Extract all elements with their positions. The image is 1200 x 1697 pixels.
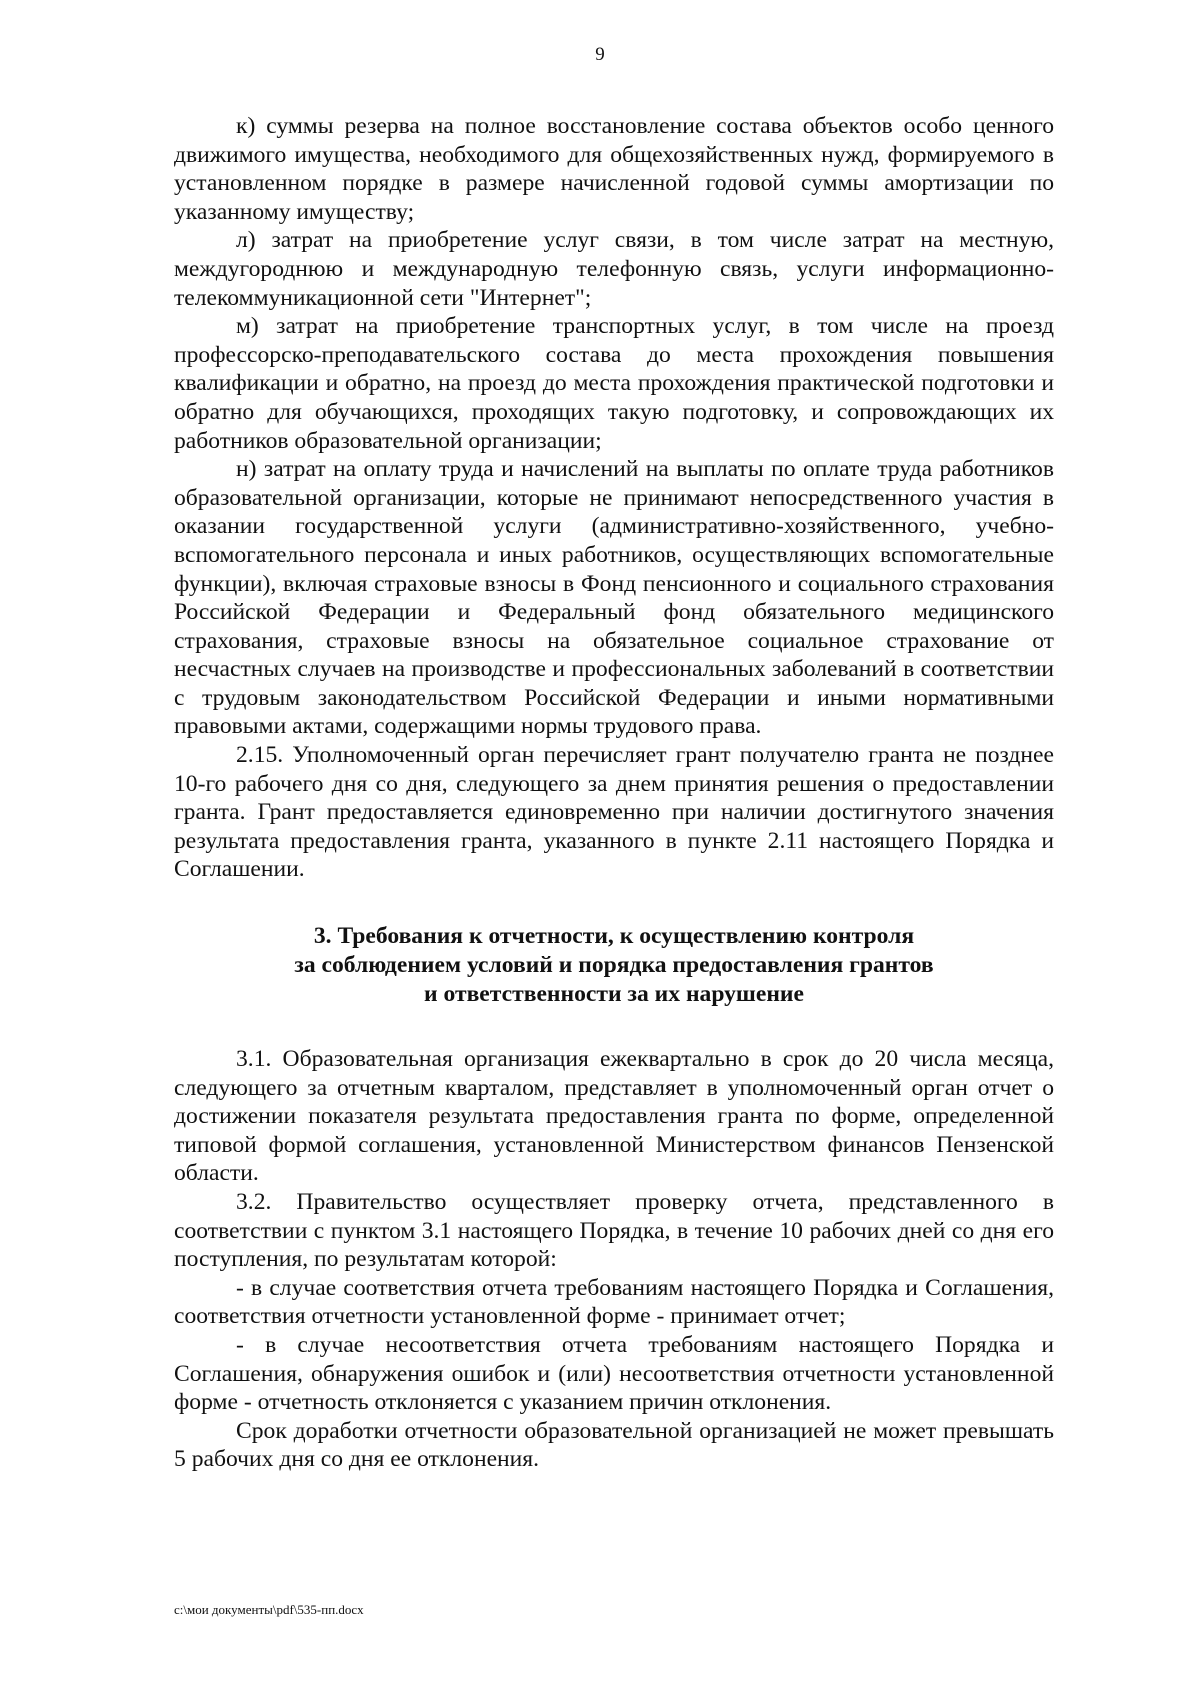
paragraph-m: м) затрат на приобретение транспортных услуг, в том числе на проезд профессорско-преподавательского состава до места прохождения повышения квалификации и обратно, на проезд до места прохождения практической подготовки и обратно для обучающихся, проходящих такую подготовку, и сопровождающих их работников образовательной организации;: [174, 313, 1054, 454]
paragraph-2-15: 2.15. Уполномоченный орган перечисляет грант получателю гранта не позднее 10-го рабочего дня со дня, следующего за днем принятия решения о предоставлении гранта. Грант предоставляется единовременно при наличии достигнутого значения результата предоставления гранта, указанного в пункте 2.11 настоящего Порядка и Соглашении.: [174, 742, 1054, 883]
section-heading: [174, 922, 1054, 1009]
section-heading-line-2: за соблюдением условий и порядка предоставления грантов: [294, 952, 934, 979]
page-number: 9: [595, 44, 605, 65]
paragraph-3-1: 3.1. Образовательная организация ежеквартально в срок до 20 числа месяца, следующего за отчетным кварталом, представляет в уполномоченный орган отчет о достижении показателя результата предоставления гранта по форме, определенной типовой формой соглашения, установленной Министерством финансов Пензенской области.: [174, 1046, 1054, 1187]
section-heading-line-1: 3. Требования к отчетности, к осуществлению контроля: [313, 923, 915, 950]
paragraph-k: к) суммы резерва на полное восстановление состава объектов особо ценного движимого имущества, необходимого для общехозяйственных нужд, формируемого в установленном порядке в размере начисленной годовой суммы амортизации по указанному имуществу;: [174, 113, 1054, 225]
section-heading-line-3: и ответственности за их нарушение: [424, 981, 804, 1008]
list-item-reject: - в случае несоответствия отчета требованиям настоящего Порядка и Соглашения, обнаружения ошибок и (или) несоответствия отчетности установленной форме - отчетность отклоняется с указанием причин отклонения.: [174, 1331, 1054, 1416]
document-body: [174, 112, 1054, 1474]
paragraph-n: н) затрат на оплату труда и начислений на выплаты по оплате труда работников образовательной организации, которые не принимают непосредственного участия в оказании государственной услуги (административно-хозяйственного, учебно-вспомогательного персонала и иных работников, осуществляющих вспомогательные функции), включая страховые взносы в Фонд пенсионного и социального страхования Российской Федерации и Федеральный фонд обязательного медицинского страхования, страховые взносы на обязательное социальное страхование от несчастных случаев на производстве и профессиональных заболеваний в соответствии с трудовым законодательством Российской Федерации и иными нормативными правовыми актами, содержащими нормы трудового права.: [174, 456, 1054, 740]
paragraph-3-2: 3.2. Правительство осуществляет проверку отчета, представленного в соответствии с пунктом 3.1 настоящего Порядка, в течение 10 рабочих дней со дня его поступления, по результатам которой:: [174, 1189, 1054, 1273]
paragraph-l: л) затрат на приобретение услуг связи, в том числе затрат на местную, междугороднюю и международную телефонную связь, услуги информационно-телекоммуникационной сети "Интернет";: [174, 227, 1054, 311]
paragraph-deadline: Срок доработки отчетности образовательной организацией не может превышать 5 рабочих дня со дня ее отклонения.: [174, 1417, 1054, 1473]
footer-file-path: c:\мои документы\pdf\535-пп.docx: [174, 1602, 364, 1617]
list-item-accept: - в случае соответствия отчета требованиям настоящего Порядка и Соглашения, соответствия отчетности установленной форме - принимает отчет;: [174, 1274, 1054, 1330]
